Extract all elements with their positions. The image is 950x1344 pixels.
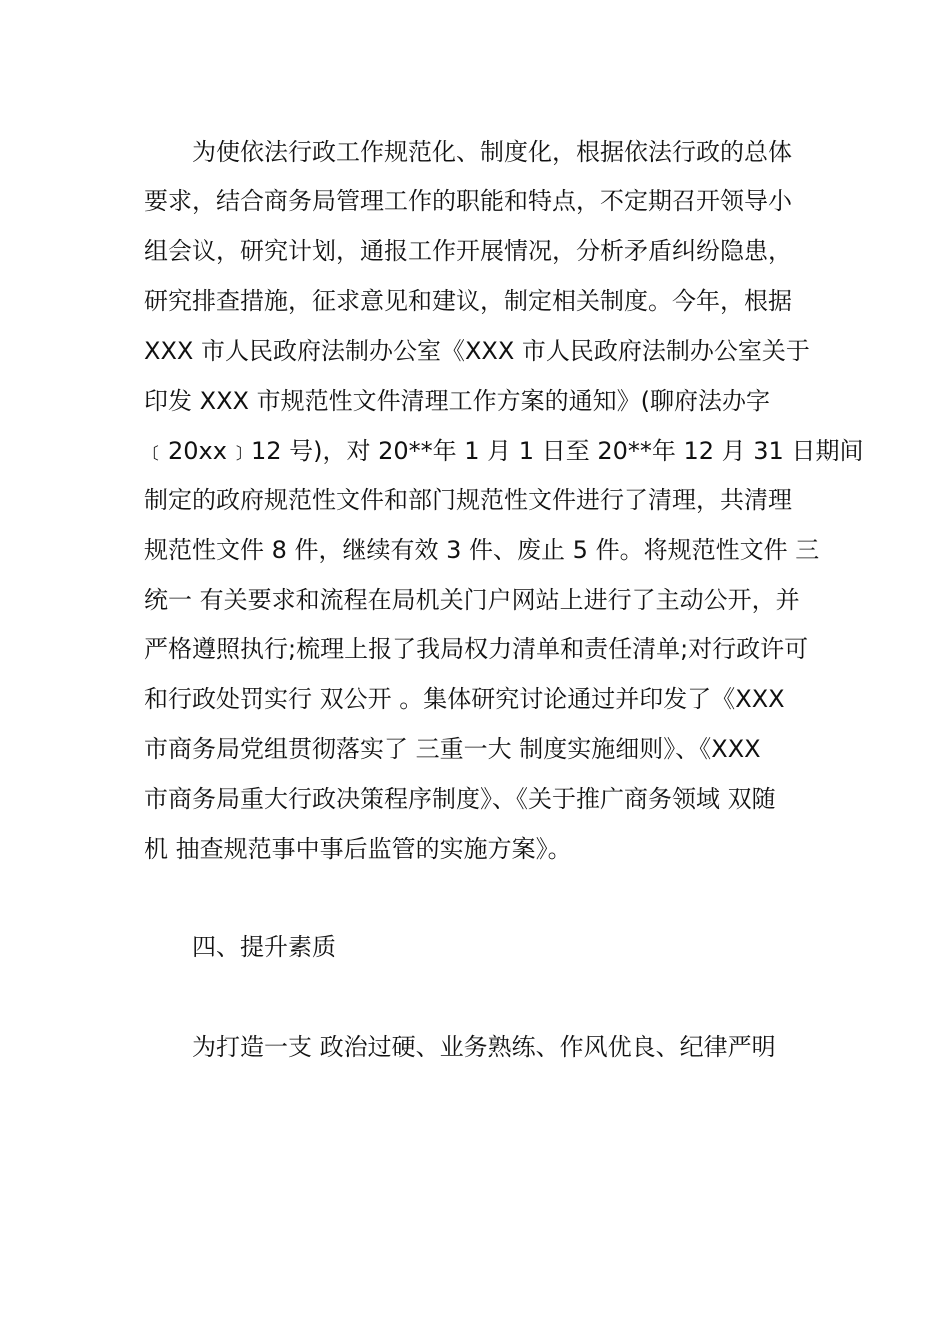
text-line: ﹝20xx﹞12 号)，对 20**年 1 月 1 日至 20**年 12 月 31 日期间 — [144, 437, 864, 465]
text-line: 要求，结合商务局管理工作的职能和特点，不定期召开领导小 — [144, 187, 792, 215]
text-line: 印发 XXX 市规范性文件清理工作方案的通知》(聊府法办字 — [144, 387, 770, 415]
text-line: 市商务局党组贯彻落实了 三重一大 制度实施细则》、《XXX — [144, 735, 761, 763]
text-line: 为使依法行政工作规范化、制度化，根据依法行政的总体 — [192, 138, 792, 166]
text-line: 统一 有关要求和流程在局机关门户网站上进行了主动公开，并 — [144, 586, 800, 614]
text-line: 为打造一支 政治过硬、业务熟练、作风优良、纪律严明 — [192, 1033, 776, 1061]
text-line: 规范性文件 8 件，继续有效 3 件、废止 5 件。将规范性文件 三 — [144, 536, 820, 564]
section-heading: 四、提升素质 — [192, 933, 336, 961]
text-line: 机 抽查规范事中事后监管的实施方案》。 — [144, 835, 572, 863]
text-line: 组会议，研究计划，通报工作开展情况，分析矛盾纠纷隐患， — [144, 237, 792, 265]
text-line: 和行政处罚实行 双公开 。集体研究讨论通过并印发了《XXX — [144, 685, 785, 713]
text-line: XXX 市人民政府法制办公室《XXX 市人民政府法制办公室关于 — [144, 337, 810, 365]
text-line: 制定的政府规范性文件和部门规范性文件进行了清理，共清理 — [144, 486, 792, 514]
text-line: 市商务局重大行政决策程序制度》、《关于推广商务领域 双随 — [144, 785, 776, 813]
text-line: 研究排查措施，征求意见和建议，制定相关制度。今年，根据 — [144, 287, 792, 315]
text-line: 严格遵照执行;梳理上报了我局权力清单和责任清单;对行政许可 — [144, 635, 809, 663]
